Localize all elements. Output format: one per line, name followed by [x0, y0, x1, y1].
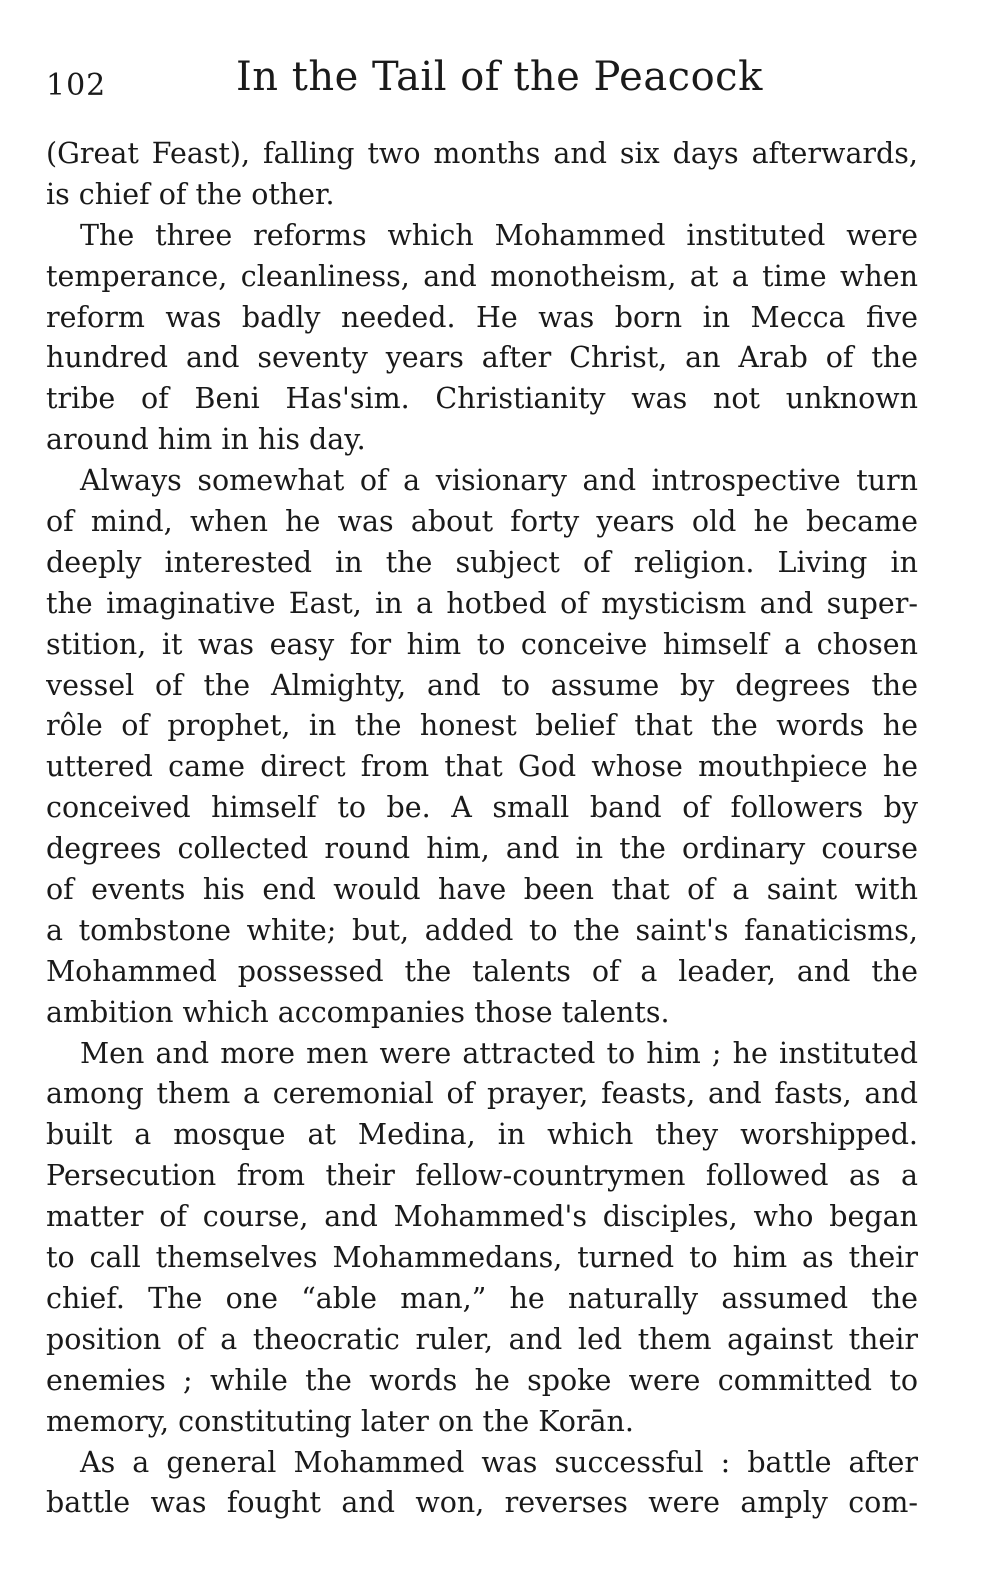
- text-line: reform was badly needed. He was born in Mecca five: [46, 300, 918, 334]
- text-line: to call themselves Mohammedans, turned to him as their: [46, 1241, 918, 1275]
- text-line: temperance, cleanliness, and monotheism, at a time when: [46, 259, 918, 293]
- body-text: [46, 134, 918, 1524]
- paragraph: [46, 461, 918, 1033]
- text-line: among them a ceremonial of prayer, feasts, and fasts, and: [46, 1077, 918, 1111]
- text-line: of events his end would have been that of a saint with: [46, 873, 918, 907]
- text-line: degrees collected round him, and in the ordinary course: [46, 832, 918, 866]
- text-line: vessel of the Almighty, and to assume by degrees the: [46, 668, 918, 702]
- text-line: built a mosque at Medina, in which they worshipped.: [46, 1118, 918, 1152]
- text-line: rôle of prophet, in the honest belief that the words he: [46, 709, 918, 743]
- text-line: hundred and seventy years after Christ, an Arab of the: [46, 341, 918, 375]
- text-line: a tombstone white; but, added to the saint's fanaticisms,: [46, 913, 918, 947]
- text-line: chief. The one “able man,” he naturally assumed the: [46, 1281, 918, 1315]
- text-line: position of a theocratic ruler, and led them against their: [46, 1322, 918, 1356]
- text-line: As a general Mohammed was successful : battle after: [80, 1445, 918, 1479]
- text-line: (Great Feast), falling two months and six days afterwards,: [46, 137, 918, 170]
- text-line: battle was fought and won, reverses were amply com-: [46, 1486, 918, 1520]
- text-line: enemies ; while the words he spoke were committed to: [46, 1363, 918, 1397]
- text-line: Men and more men were attracted to him ; he instituted: [80, 1036, 918, 1070]
- text-line: tribe of Beni Has'sim. Christianity was not unknown: [46, 382, 918, 416]
- text-line: Always somewhat of a visionary and introspective turn: [80, 464, 918, 498]
- text-line: conceived himself to be. A small band of followers by: [46, 791, 918, 825]
- text-line: memory, constituting later on the Korān.: [46, 1404, 634, 1438]
- text-line: The three reforms which Mohammed instituted were: [80, 218, 918, 252]
- text-line: is chief of the other.: [46, 177, 335, 211]
- running-title: In the Tail of the Peacock: [236, 54, 763, 100]
- text-line: around him in his day.: [46, 423, 366, 457]
- text-line: Mohammed possessed the talents of a leader, and the: [46, 954, 918, 988]
- page-number: 102: [46, 68, 107, 103]
- book-page: [46, 54, 918, 1524]
- text-line: deeply interested in the subject of religion. Living in: [46, 545, 918, 579]
- paragraph: [46, 216, 918, 461]
- text-line: of mind, when he was about forty years old he became: [46, 505, 918, 539]
- text-line: Persecution from their fellow-countrymen followed as a: [46, 1159, 918, 1193]
- text-line: uttered came direct from that God whose mouthpiece he: [46, 750, 918, 784]
- text-line: matter of course, and Mohammed's disciples, who began: [46, 1200, 918, 1234]
- text-line: stition, it was easy for him to conceive himself a chosen: [46, 627, 918, 661]
- page-header: [46, 54, 918, 116]
- paragraph: [46, 134, 918, 216]
- text-line: ambition which accompanies those talents.: [46, 995, 670, 1029]
- text-line: the imaginative East, in a hotbed of mysticism and super-: [46, 586, 918, 620]
- paragraph: [46, 1443, 918, 1525]
- paragraph: [46, 1034, 918, 1443]
